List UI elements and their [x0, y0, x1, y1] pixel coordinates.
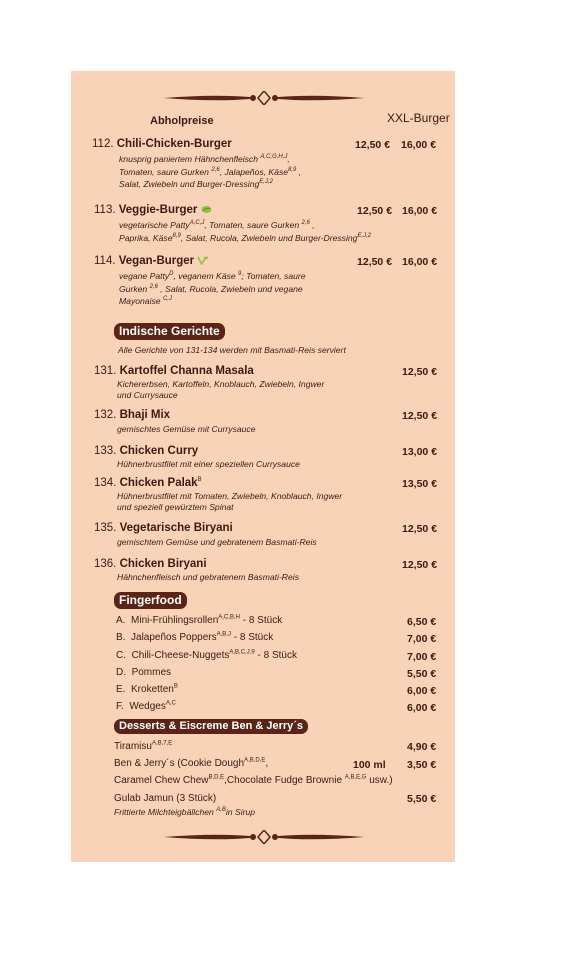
item-number: 131. [94, 365, 117, 377]
item-number: 134. [94, 477, 117, 489]
item-price-xxl: 16,00 € [402, 256, 438, 268]
abholpreise-label: Abholpreise [150, 115, 214, 127]
leaf-icon [201, 205, 212, 214]
item-name: Veggie-Burger [118, 204, 198, 216]
item-name: Wedges [129, 701, 166, 712]
item-price: 6,50 € [407, 616, 437, 628]
item-price: 12,50 € [402, 559, 438, 571]
item-price: 12,50 € [402, 523, 438, 535]
item-price: 5,50 € [407, 793, 437, 805]
section-title-desserts: Desserts & Eiscreme Ben & Jerry´s [114, 719, 308, 734]
item-price: 4,90 € [407, 741, 437, 753]
item-description: Hühnerbrustfilet mit Tomaten, Zwiebeln, Knoblauch, Ingwer und speziell gewürztem Spinat [117, 491, 343, 512]
ornament-divider-top [164, 91, 364, 105]
item-price-xxl: 16,00 € [401, 139, 437, 151]
item-name: Chili-Cheese-Nuggets [131, 650, 230, 661]
item-number: 136. [94, 558, 117, 570]
item-price: 12,50 € [355, 139, 391, 151]
item-description: vegane Patty$^D$, veganem Käse $^9$; Tomaten, saure Gurken $^{2,6}$ , Salat, Rucola, Zwiebeln und vegane Mayonaise $^{C,J}$ [119, 271, 306, 306]
item-price: 7,00 € [407, 633, 437, 645]
item-name: Chicken Palak [119, 477, 198, 489]
item-number: 135. [94, 522, 117, 534]
item-description: gemischtem Gemüse und gebratenem Basmati-Reis [117, 537, 317, 547]
item-price: 12,50 € [357, 256, 393, 268]
item-number: 133. [94, 445, 117, 457]
item-name: Mini-Frühlingsrollen [131, 615, 219, 626]
item-name: Chicken Biryani [119, 558, 207, 570]
item-price: 12,50 € [402, 410, 438, 422]
item-description: Hähnchenfleisch und gebratenem Basmati-Reis [117, 572, 300, 582]
item-price: 5,50 € [407, 668, 437, 680]
item-name: Kroketten [131, 684, 174, 695]
xxl-burger-label: XXL-Burger [387, 111, 450, 125]
item-volume: 100 ml [353, 759, 386, 771]
item-number: 114. [94, 255, 116, 267]
item-description: Kichererbsen, Kartoffeln, Knoblauch, Zwiebeln, Ingwer und Currysauce [117, 379, 325, 400]
section-title-indian: Indische Gerichte [114, 323, 225, 340]
ornament-divider-bottom [164, 830, 364, 844]
item-description: gemischtes Gemüse mit Currysauce [117, 424, 256, 434]
item-description: knusprig paniertem Hähnchenfleisch $^{A,C,G,H,J}$, Tomaten, saure Gurken $^{2,6}$, Jalapeños, Käse$^{8,9}$ , Salat, Zwiebeln und Burger-Dressing$^{E,J,2}$ [119, 154, 302, 189]
item-price-xxl: 16,00 € [402, 205, 438, 217]
item-name: Kartoffel Channa Masala [119, 365, 254, 377]
item-number: 113. [94, 204, 116, 216]
item-price: 12,50 € [402, 366, 438, 378]
item-price: 7,00 € [407, 651, 437, 663]
item-name: Bhaji Mix [119, 409, 171, 421]
item-price: 6,00 € [407, 685, 437, 697]
item-name: Pommes [131, 667, 172, 678]
section-title-fingerfood: Fingerfood [114, 592, 187, 609]
item-price: 6,00 € [407, 702, 437, 714]
item-name: Vegan-Burger [118, 255, 195, 267]
vegan-icon [197, 256, 208, 265]
item-name: Jalapeños Poppers [131, 632, 217, 643]
item-price: 13,50 € [402, 478, 438, 490]
item-price: 12,50 € [357, 205, 393, 217]
item-name: Tiramisu [114, 741, 152, 752]
item-price: 3,50 € [407, 759, 437, 771]
allergen-code: B [197, 477, 202, 484]
item-name: Chicken Curry [119, 445, 199, 457]
item-description: vegetarische Patty$^{A,C,J}$, Tomaten, saure Gurken $^{2,6}$ , Paprika, Käse$^{8,9}$, Salat, Rucola, Zwiebeln und Burger-Dressing$^{E,J,2}$ [119, 220, 372, 243]
item-description: Hühnerbrustfilet mit einer speziellen Currysauce [117, 459, 300, 469]
item-number: 112. [92, 138, 114, 150]
item-number: 132. [94, 409, 117, 421]
item-name: Gulab Jamun (3 Stück) [114, 793, 217, 804]
item-name: Chili-Chicken-Burger [116, 138, 232, 150]
section-note: Alle Gerichte von 131-134 werden mit Basmati-Reis serviert [118, 345, 346, 355]
item-price: 13,00 € [402, 446, 438, 458]
item-name: Vegetarische Biryani [119, 522, 233, 534]
item-description: Frittierte Milchteigbällchen $^{A,B}$in Sirup [114, 807, 256, 817]
